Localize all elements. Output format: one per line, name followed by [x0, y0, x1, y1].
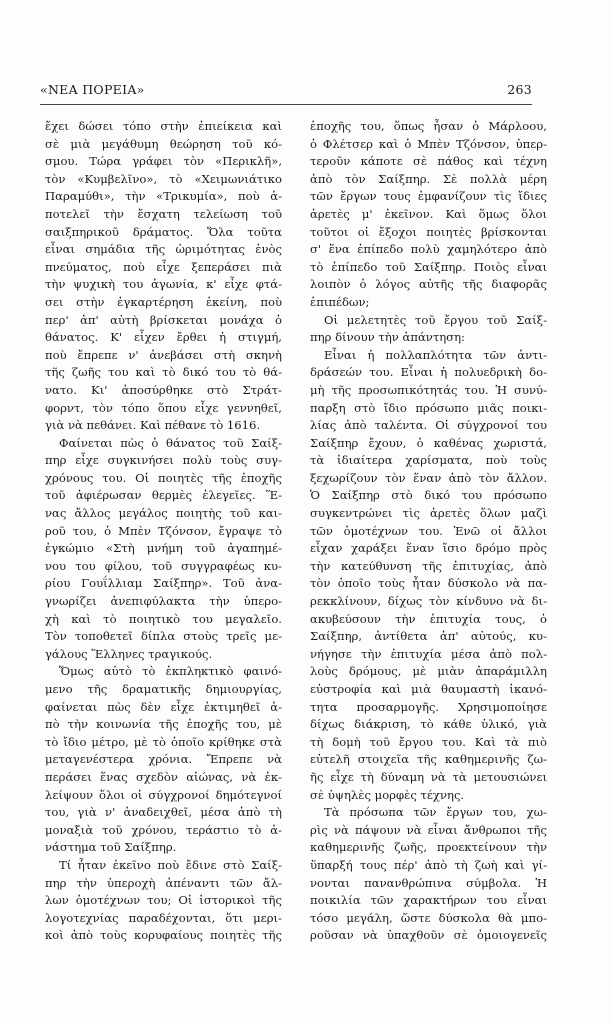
text-line: λοιπὸν ὁ λόγος αὐτῆς τῆς διαφορᾶς: [310, 277, 547, 292]
text-line: ροῦσαν νὰ ὑπαχθοῦν σὲ ὁμοιογενεῖς: [310, 928, 547, 943]
text-line: Εἶναι ἡ πολλαπλότητα τῶν ἀντι-: [324, 347, 547, 362]
right-column: [310, 118, 547, 945]
text-line: Τὰ πρόσωπα τῶν ἔργων του, χω-: [324, 805, 547, 820]
text-line: φορντ, τὸν τόπο ὅπου εἶχε γεννηθεῖ,: [45, 400, 282, 415]
text-line: τόσο μεγάλη, ὥστε δύσκολα θὰ μπο-: [310, 910, 547, 925]
text-line: Τὸν τοποθετεῖ δίπλα στοὺς τρεῖς με-: [45, 629, 282, 644]
text-line: μεταγενέστερα χρόνια. Ἔπρεπε νὰ: [45, 752, 282, 767]
text-line: Παραμύθι», τὴν «Τρικυμία», ποὺ ἀ-: [45, 189, 282, 204]
text-line: εἶναι σημάδια τῆς ὡριμότητας ἑνὸς: [45, 242, 282, 257]
text-line: περ' ἀπ' αὐτὴ βρίσκεται μονάχα ὁ: [45, 312, 282, 327]
text-line: δράσεών του. Εἶναι ἡ πολυεδρικὴ δο-: [310, 365, 547, 380]
text-line: λίας ἀπὸ ταλέντα. Οἱ σύγχρονοί του: [310, 418, 547, 433]
text-line: φαίνεται πὼς δὲν εἶχε ἐκτιμηθεῖ ἀ-: [45, 699, 282, 714]
text-line: γιὰ νὰ πεθάνει. Καὶ πέθανε τὸ 1616.: [45, 418, 261, 433]
text-line: πηρ τὴν ὑπεροχὴ ἀπέναντι τῶν ἄλ-: [45, 875, 282, 890]
text-line: νου του φίλου, τοῦ συγγραφέως κυ-: [45, 558, 282, 573]
text-line: τῶν ἔργων τους ἐμφανίζουν τὶς ἴδιες: [310, 189, 547, 204]
text-line: λων ὁμοτέχνων του; Οἱ ἱστορικοὶ τῆς: [45, 893, 282, 908]
text-line: Οἱ μελετητὲς τοῦ ἔργου τοῦ Σαίξ-: [324, 312, 547, 327]
text-line: ροῦ του, ὁ Μπὲν Τζόνσον, ἔγραψε τὸ: [45, 523, 282, 538]
text-line: τὰ ἰδιαίτερα χαρίσματα, ποὺ τοὺς: [310, 453, 547, 468]
text-line: ῆς εἶχε τὴ δύναμη νὰ τὰ μετουσιώνει: [310, 769, 547, 784]
text-line: παρξη στὸ ἴδιο πρόσωπο μιᾶς ποικι-: [310, 400, 547, 415]
text-line: εὐστροφία καὶ μιὰ θαυμαστὴ ἱκανό-: [310, 682, 547, 696]
text-line: νας ἄλλος μεγάλος ποιητὴς τοῦ και-: [45, 506, 282, 521]
text-line: νάστημα τοῦ Σαίξπηρ.: [45, 840, 177, 855]
text-line: ἔχει δώσει τόπο στὴν ἐπιείκεια καὶ: [45, 119, 282, 133]
header-rule: [40, 104, 532, 105]
text-line: τεροῦν κάποτε σὲ πάθος καὶ τέχνη: [310, 154, 547, 169]
text-line: ξεχωρίζουν τὸν ἕναν ἀπὸ τὸν ἄλλον.: [310, 470, 547, 485]
text-line: τὸ ἴδιο μέτρο, μὲ τὸ ὁποῖο κρίθηκε στὰ: [45, 734, 282, 749]
text-line: γνωρίζει ἀνεπιφύλακτα τὴν ὑπερο-: [45, 594, 282, 609]
text-line: λείψουν ὅλοι οἱ σύγχρονοί δημότεγνοί: [45, 787, 282, 802]
text-line: τῆς ζωῆς του καὶ τὸ δικό του τὸ θά-: [45, 365, 282, 380]
text-line: τοῦ ἀφιέρωσαν θερμὲς ἐλεγεῖες. Ἕ-: [45, 488, 282, 503]
text-line: σμου. Τώρα γράφει τὸν «Περικλῆ»,: [45, 154, 282, 169]
text-line: ρεκκλίνουν, δίχως τὸν κίνδυνο νὰ δι-: [310, 594, 547, 609]
text-line: ποικιλία τῶν χαρακτήρων του εἶναι: [310, 893, 547, 908]
text-line: πηρ δίνουν τὴν ἀπάντηση:: [310, 330, 465, 345]
text-line: Σαίξπηρ ἔχουν, ὁ καθένας χωριστά,: [310, 435, 547, 450]
text-line: νατο. Κι' ἀποσύρθηκε στὸ Στράτ-: [45, 382, 282, 397]
text-line: τὴν κατεύθυνση τῆς ἐπιτυχίας, ἀπὸ: [310, 558, 547, 573]
text-line: χὴ καὶ τὸ ποιητικὸ του μεγαλεῖο.: [45, 611, 282, 626]
text-line: σὲ ὑψηλὲς μορφὲς τέχνης.: [310, 787, 465, 802]
text-line: μοναξιὰ τοῦ χρόνου, τεράστιο τὸ ἀ-: [45, 822, 282, 837]
text-line: ὁ Φλέτσερ καὶ ὁ Μπὲν Τζόνσον, ὑπερ-: [310, 136, 547, 151]
text-line: τὸν ὁποῖο τοὺς ἦταν δύσκολο νὰ πα-: [310, 576, 547, 591]
text-line: πνεύματος, ποὺ εἶχε ξεπεράσει πιὰ: [45, 259, 282, 274]
text-line: Τί ἦταν ἐκεῖνο ποὺ ἔδινε στὸ Σαίξ-: [59, 857, 282, 872]
text-line: ακυβεύσουν τὴν ἐπιτυχία τους, ὁ: [310, 611, 547, 626]
text-line: ποὺ ἔπρεπε ν' ἀνεβάσει στὴ σκηνὴ: [45, 347, 282, 362]
text-line: πὸ τὴν κοινωνία τῆς ἐποχῆς του, μὲ: [45, 717, 282, 732]
text-line: ποτελεῖ τὴν ἔσχατη τελείωση τοῦ: [45, 206, 282, 221]
text-line: ἀρετὲς μ' ἐκεῖνον. Καὶ ὅμως ὅλοι: [310, 206, 547, 221]
text-line: ρίου Γουΐλλιαμ Σαίξπηρ». Τοῦ ἀνα-: [45, 576, 282, 591]
text-line: νήγησε τὴν ἐπιτυχία μέσα ἀπὸ πολ-: [310, 646, 547, 661]
text-line: του, γιὰ ν' ἀναδειχθεῖ, μέσα ἀπὸ τὴ: [45, 805, 282, 820]
text-line: λογοτεχνίας παραδέχονται, ὅτι μερι-: [45, 910, 282, 925]
text-line: σει στὴν ἐγκαρτέρηση ἐκείνη, ποὺ: [45, 294, 282, 309]
text-line: νονται πανανθρώπινα σύμβολα. Ἡ: [310, 875, 547, 890]
text-line: θάνατος. Κ' εἶχεν ἔρθει ἡ στιγμή,: [45, 330, 282, 345]
journal-title: «ΝΕΑ ΠΟΡΕΙΑ»: [40, 82, 145, 97]
running-header: [40, 82, 532, 97]
text-line: μενο τῆς δραματικῆς δημιουργίας,: [45, 682, 282, 696]
text-line: τὴν ψυχικὴ του ἀγωνία, κ' εἶχε φτά-: [45, 277, 282, 292]
text-line: σ' ἕνα ἐπίπεδο πολὺ χαμηλότερο ἀπὸ: [310, 242, 547, 257]
text-line: πηρ εἶχε συγκινήσει πολὺ τοὺς συγ-: [45, 453, 282, 468]
text-line: Φαίνεται πὼς ὁ θάνατος τοῦ Σαίξ-: [59, 435, 282, 450]
text-line: τὸ ἐπίπεδο τοῦ Σαίξπηρ. Ποιὸς εἶναι: [310, 259, 547, 274]
text-line: ἀπὸ τὸν Σαίξπηρ. Σὲ πολλὰ μέρη: [310, 171, 547, 186]
text-line: συγκεντρώνει τὶς ἀρετὲς ὅλων μαζὶ: [310, 506, 547, 521]
text-line: γάλους Ἕλληνες τραγικούς.: [45, 646, 213, 661]
text-line: Σαίξπηρ, ἀντίθετα ἀπ' αὐτούς, κυ-: [310, 629, 547, 644]
text-line: ὕπαρξή τους πέρ' ἀπὸ τὴ ζωὴ καὶ γί-: [310, 857, 547, 872]
text-line: Ὁ Σαίξπηρ στὸ δικό του πρόσωπο: [310, 488, 547, 503]
text-line: κοὶ ἀπὸ τοὺς κορυφαίους ποιητὲς τῆς: [45, 928, 282, 943]
text-line: εὐτελῆ στοιχεῖα τῆς καθημερινῆς ζω-: [310, 752, 547, 767]
text-line: καθημερινῆς ζωῆς, προεκτείνουν τὴν: [310, 840, 547, 855]
text-line: ἐγκώμιο «Στὴ μνήμη τοῦ ἀγαπημέ-: [45, 541, 282, 556]
text-line: σὲ μιὰ μεγάθυμη θεώρηση τοῦ κό-: [45, 136, 282, 151]
text-line: τοῦτοι οἱ ἔξοχοι ποιητὲς βρίσκονται: [310, 224, 547, 239]
text-line: τὸν «Κυμβελῖνο», τὸ «Χειμωνιάτικο: [45, 171, 282, 186]
text-line: ἐπιπέδων;: [310, 294, 370, 309]
text-line: σαιξπηρικοῦ δράματος. Ὅλα τοῦτα: [45, 224, 282, 239]
text-line: μὴ τῆς προσωπικότητάς του. Ἡ συνύ-: [310, 382, 547, 397]
text-line: εἶχαν χαράξει ἕναν ἴσιο δρόμο πρὸς: [310, 541, 547, 556]
text-line: χρόνους του. Οἱ ποιητὲς τῆς ἐποχῆς: [45, 470, 282, 485]
text-line: ἐποχῆς του, ὅπως ἦσαν ὁ Μάρλοου,: [310, 119, 547, 133]
text-line: τητα προσαρμογῆς. Χρησιμοποίησε: [310, 699, 547, 714]
text-line: λοὺς δρόμους, μὲ μιὰν ἀπαράμιλλη: [310, 664, 547, 679]
text-line: περάσει ἕνας σχεδὸν αἰώνας, νὰ ἐκ-: [45, 769, 282, 784]
page-number: 263: [507, 82, 532, 97]
text-line: Ὅμως αὐτὸ τὸ ἐκπληκτικὸ φαινό-: [59, 664, 282, 679]
left-column: [45, 118, 282, 945]
text-line: τὴ δομὴ τοῦ ἔργου του. Καὶ τὰ πιὸ: [310, 734, 547, 749]
text-line: τῶν ὁμοτέχνων του. Ἐνῶ οἱ ἄλλοι: [310, 523, 547, 538]
text-line: δίχως διάκριση, τὸ κάθε ὑλικό, γιὰ: [310, 717, 547, 732]
text-line: ρὶς νὰ πάψουν νὰ εἶναι ἄνθρωποι τῆς: [310, 822, 547, 837]
